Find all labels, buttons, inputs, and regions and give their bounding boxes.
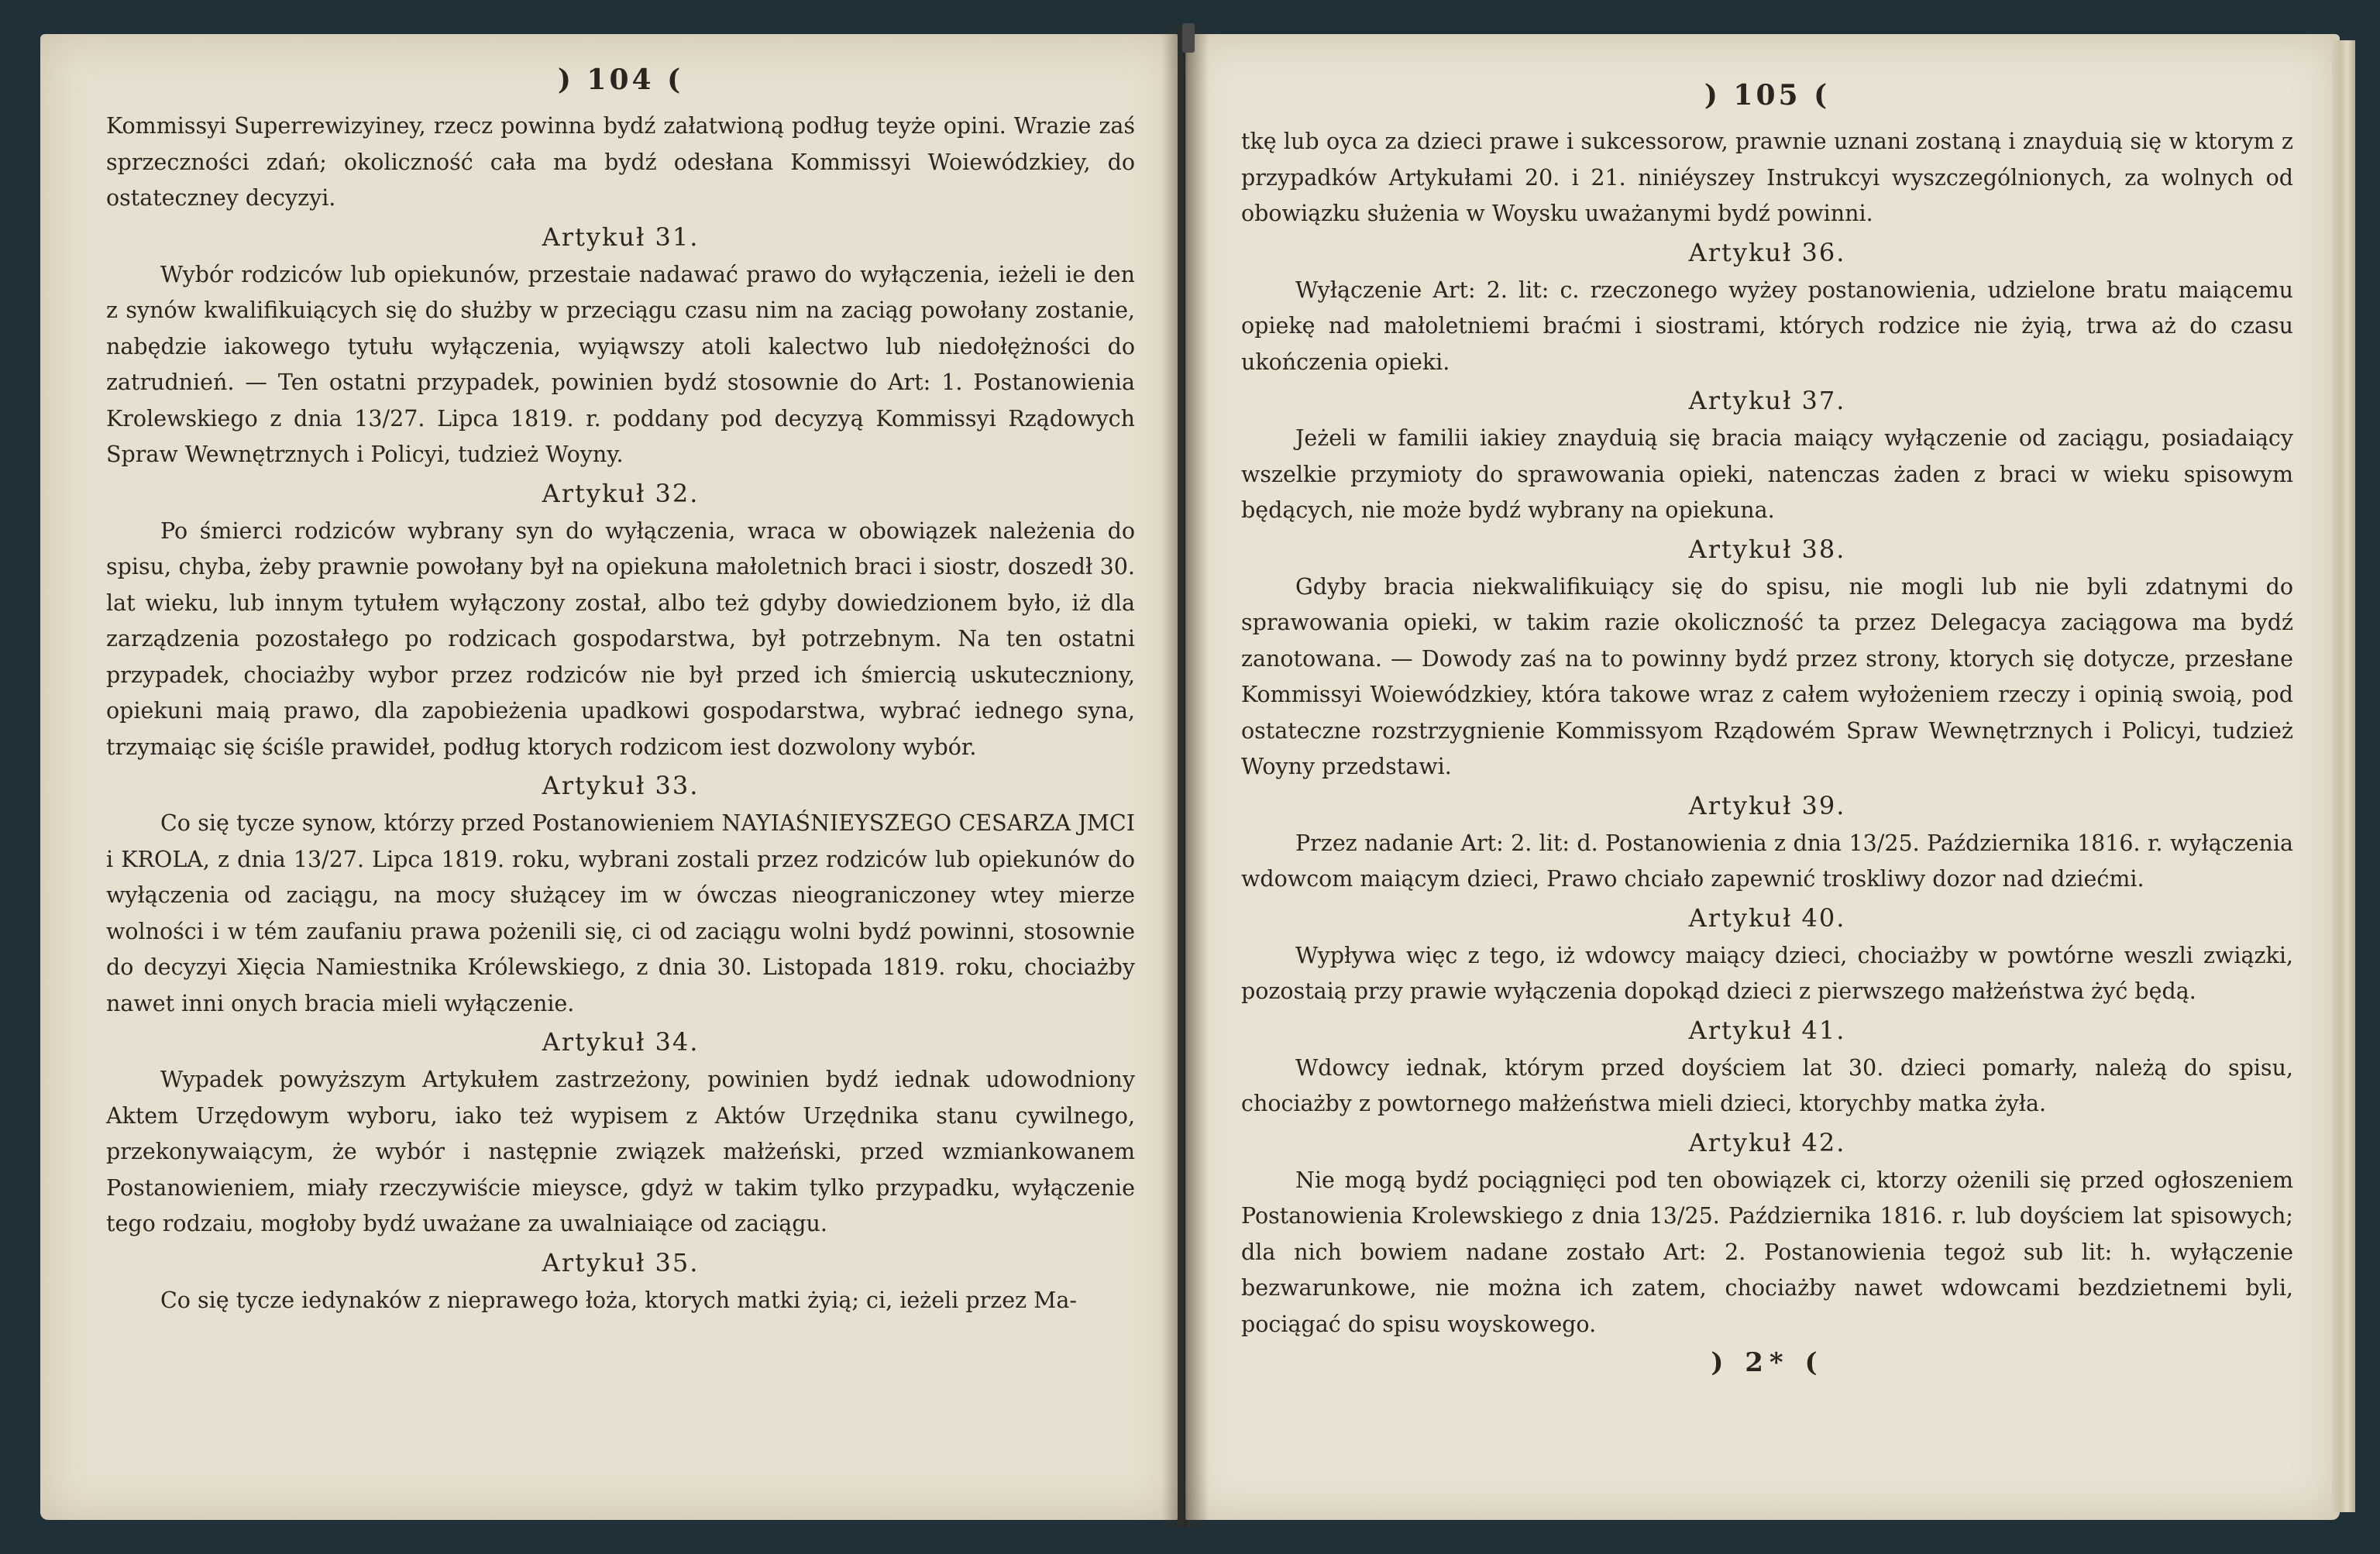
article-heading: Artykuł 34.: [542, 1027, 700, 1057]
paragraph: tkę lub oyca za dzieci prawe i sukcessorow, prawnie uznani zostaną i znayduią się w ktorym z przypadków Artykułami 20. i 21. niniéyszey Instrukcyi wyszczególnionych, za wolnych od obowiązku służenia w Woysku uważanymi bydź powinni.: [1241, 129, 2293, 226]
left-page: [40, 34, 1178, 1520]
article-heading: Artykuł 37.: [1688, 386, 1846, 415]
left-page-body: [106, 108, 1135, 1318]
article-heading: Artykuł 32.: [542, 478, 700, 508]
paragraph: Wypadek powyższym Artykułem zastrzeżony, powinien bydź iednak udowodniony Aktem Urzędowym wyboru, iako też wypisem z Aktów Urzędnika stanu cywilnego, przekonywaiącym, że wybór i następnie związek małżeński, przed wzmiankowanem Postanowieniem, miały rzeczywiście mieysce, gdyż w takim tylko przypadku, wyłączenie tego rodzaiu, mogłoby bydź uważane za uwalniaiące od zaciągu.: [106, 1067, 1135, 1236]
article-heading: Artykuł 31.: [542, 222, 700, 252]
paragraph: Gdyby bracia niekwalifikuiący się do spisu, nie mogli lub nie byli zdatnymi do sprawowania opieki, w takim razie okoliczność ta przez Delegacya zaciągowa ma bydź zanotowana. — Dowody zaś na to powinny bydź przez strony, ktorych się dotycze, przesłane Kommissyi Woiewódzkiey, która takowe wraz z całem wyłożeniem rzeczy i opinią swoią, pod ostateczne rozstrzygnienie Kommissyom Rządowém Spraw Wewnętrznych i Policyi, tudzież Woyny przedstawi.: [1241, 573, 2293, 779]
page-edges: [2332, 40, 2355, 1512]
paragraph: Wybór rodziców lub opiekunów, przestaie nadawać prawo do wyłączenia, ieżeli ie den z synów kwalifikuiących się do służby w przeciągu czasu nim na zaciąg powołany zostanie, nabędzie iakowego tytułu wyłączenia, wyiąwszy atoli kalectwo lub niedołężności do zatrudnień. — Ten ostatni przypadek, powinien bydź stosownie do Art: 1. Postanowienia Krolewskiego z dnia 13/27. Lipca 1819. r. poddany pod decyzyą Kommissyi Rządowych Spraw Wewnętrznych i Policyi, tudzież Woyny.: [106, 261, 1135, 467]
paragraph: Co się tycze synow, którzy przed Postanowieniem NAYIAŚNIEYSZEGO CESARZA JMCI i KROLA, z dnia 13/27. Lipca 1819. roku, wybrani zostali przez rodziców lub opiekunów do wyłączenia od zaciągu, na mocy służącey im w ówczas nieograniczoney wtey mierze wolności i w tém zaufaniu prawa pożenili się, ci od zaciągu wolni bydź powinni, stosownie do decyzyi Xięcia Namiestnika Królewskiego, z dnia 30. Listopada 1819. roku, chociażby nawet inni onych bracia mieli wyłączenie.: [106, 810, 1135, 1016]
binding-stitch: [1182, 23, 1195, 53]
article-heading: Artykuł 36.: [1688, 237, 1846, 267]
right-page: [1185, 34, 2340, 1520]
article-heading: Artykuł 38.: [1688, 534, 1846, 564]
article-heading: Artykuł 42.: [1688, 1127, 1846, 1157]
paragraph: Co się tycze iedynaków z nieprawego łoża, ktorych matki żyią; ci, ieżeli przez Ma-: [160, 1287, 1077, 1313]
article-heading: Artykuł 40.: [1688, 902, 1846, 933]
paragraph: Przez nadanie Art: 2. lit: d. Postanowienia z dnia 13/25. Października 1816. r. wyłączenia wdowcom maiącym dzieci, Prawo chciało zapewnić troskliwy dozor nad dziećmi.: [1241, 830, 2293, 892]
paragraph: Nie mogą bydź pociągnięci pod ten obowiązek ci, ktorzy ożenili się przed ogłoszeniem Postanowienia Krolewskiego z dnia 13/25. Października 1816. r. lub doyściem lat spisowych; dla nich bowiem nadane zostało Art: 2. Postanowienia tegoż sub lit: h. wyłączenie bezwarunkowe, nie można ich zatem, chociażby nawet wdowcami bezdzietnemi byli, pociągać do spisu woyskowego.: [1241, 1167, 2293, 1337]
right-page-body: [1241, 124, 2293, 1343]
article-heading: Artykuł 39.: [1688, 790, 1846, 820]
article-heading: Artykuł 33.: [542, 771, 700, 800]
book-gutter: [1162, 26, 1209, 1528]
paragraph: Kommissyi Superrewizyiney, rzecz powinna bydź załatwioną podług teyże opini. Wrazie zaś sprzeczności zdań; okoliczność cała ma bydź odesłana Kommissyi Woiewódzkiey, do ostateczney decyzyi.: [106, 113, 1135, 211]
right-text-column: [1241, 79, 2293, 1378]
article-heading: Artykuł 41.: [1688, 1015, 1846, 1045]
right-page-number: ) 105 (: [1704, 79, 1831, 112]
paragraph: Wdowcy iednak, którym przed doyściem lat 30. dzieci pomarły, należą do spisu, chociażby z powtornego małżeństwa mieli dzieci, ktorychby matka żyła.: [1241, 1054, 2293, 1116]
left-page-number: ) 104 (: [557, 64, 684, 96]
article-heading: Artykuł 35.: [542, 1247, 700, 1277]
left-text-column: [106, 64, 1135, 1318]
paragraph: Po śmierci rodziców wybrany syn do wyłączenia, wraca w obowiązek należenia do spisu, chyba, żeby prawnie powołany był na opiekuna małoletnich braci i siostr, doszedł 30. lat wieku, lub innym tytułem wyłączony został, albo też gdyby dowiedzionem było, iż dla zarządzenia pozostałego po rodzicach gospodarstwa, był potrzebnym. Na ten ostatni przypadek, chociażby wybor przez rodziców nie był przed ich śmiercią uskuteczniony, opiekuni maią prawo, dla zapobieżenia upadkowi gospodarstwa, wybrać iednego syna, trzymaiąc się ściśle prawideł, podług ktorych rodzicom iest dozwolony wybór.: [106, 517, 1135, 760]
catchword: ) 2* (: [1711, 1347, 1824, 1378]
paragraph: Wypływa więc z tego, iż wdowcy maiący dzieci, chociażby w powtórne weszli związki, pozostaią przy prawie wyłączenia dopokąd dzieci z pierwszego małżeństwa żyć będą.: [1241, 942, 2293, 1004]
paragraph: Wyłączenie Art: 2. lit: c. rzeczonego wyżey postanowienia, udzielone bratu maiącemu opiekę nad małoletniemi braćmi i siostrami, których rodzice nie żyią, trwa aż do czasu ukończenia opieki.: [1241, 277, 2293, 375]
paragraph: Jeżeli w familii iakiey znayduią się bracia maiący wyłączenie od zaciągu, posiadaiący wszelkie przymioty do sprawowania opieki, natenczas żaden z braci w wieku spisowym będących, nie może bydź wybrany na opiekuna.: [1241, 425, 2293, 523]
